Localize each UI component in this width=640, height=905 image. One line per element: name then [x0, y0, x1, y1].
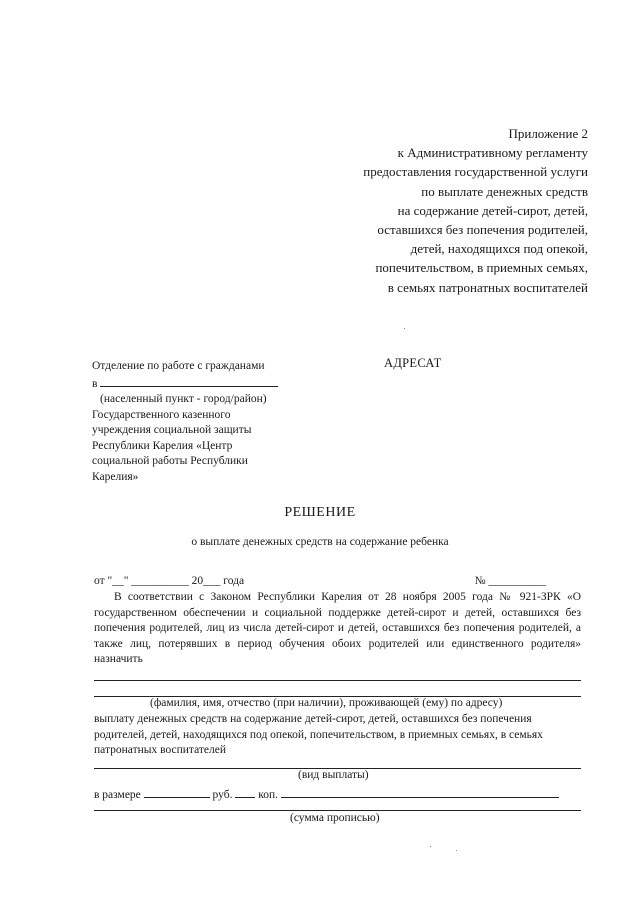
sender-org-line: Государственного казенного — [92, 408, 231, 421]
sender-prefix: в — [92, 377, 98, 390]
appendix-line: Приложение 2 — [508, 126, 588, 141]
fill-line — [94, 680, 581, 681]
kind-caption: (вид выплаты) — [298, 769, 369, 781]
sender-org-line: учреждения социальной защиты — [92, 424, 252, 436]
decision-paragraph: В соответствии с Законом Республики Карелия от 28 ноября 2005 года № 921-ЗРК «О государственном обеспечении и социальной поддержке детей-сирот и детей, оставшихся без попечения родителей, лиц из числа детей-сирот и детей, оставшихся без попечения родителей, а также лиц, потерявших в период обучения обоих родителей или единственного родителя» назначить — [94, 591, 581, 666]
scan-speck — [404, 328, 405, 329]
sender-org-line: социальной работы Республики — [92, 455, 248, 467]
document-title: РЕШЕНИЕ — [284, 505, 356, 520]
appendix-line: на содержание детей-сирот, детей, — [397, 202, 588, 218]
sender-block — [92, 359, 292, 485]
recipient-label: АДРЕСАТ — [384, 356, 442, 370]
location-field — [100, 375, 278, 387]
scan-speck — [430, 846, 431, 847]
amount-row — [94, 786, 559, 801]
appendix-header — [288, 124, 588, 297]
document-subtitle: о выплате денежных средств на содержание ребенка — [191, 536, 449, 548]
appendix-line: детей, находящихся под опекой, — [410, 241, 588, 257]
appendix-line: предоставления государственной услуги — [363, 164, 588, 180]
sender-line: Отделение по работе с гражданами — [92, 360, 265, 372]
name-caption: (фамилия, имя, отчество (при наличии), проживающей (ему) по адресу) — [150, 697, 503, 709]
payment-text: выплату денежных средств на содержание детей-сирот, детей, оставшихся без попечения родителей, детей, находящихся под опекой, попечительством, в приемных семьях, в семьях патронатных воспитателей — [94, 713, 543, 757]
sender-location-row — [92, 375, 292, 393]
appendix-line: к Административному регламенту — [397, 145, 588, 161]
appendix-line: в семьях патронатных воспитателей — [387, 279, 588, 295]
amount-prefix: в размере — [94, 789, 141, 801]
kop-field — [235, 786, 255, 798]
location-hint: (населенный пункт - город/район) — [100, 393, 267, 405]
amount-extra-field — [281, 786, 559, 798]
sender-org-line: Карелия» — [92, 470, 139, 483]
date-number-row — [94, 575, 546, 587]
rub-label: руб. — [212, 789, 233, 801]
rub-field — [144, 786, 210, 798]
appendix-line: по выплате денежных средств — [421, 183, 588, 199]
kop-label: коп. — [258, 789, 279, 801]
date-line: от "__" __________ 20___ года — [94, 575, 245, 587]
number-label: № __________ — [474, 575, 546, 587]
appendix-line: оставшихся без попечения родителей, — [377, 222, 588, 238]
scan-speck — [456, 850, 457, 851]
sum-caption: (сумма прописью) — [290, 812, 380, 824]
appendix-line: попечительством, в приемных семьях, — [375, 260, 588, 276]
fill-line — [94, 810, 581, 811]
sender-org-line: Республики Карелия «Центр — [92, 439, 233, 452]
